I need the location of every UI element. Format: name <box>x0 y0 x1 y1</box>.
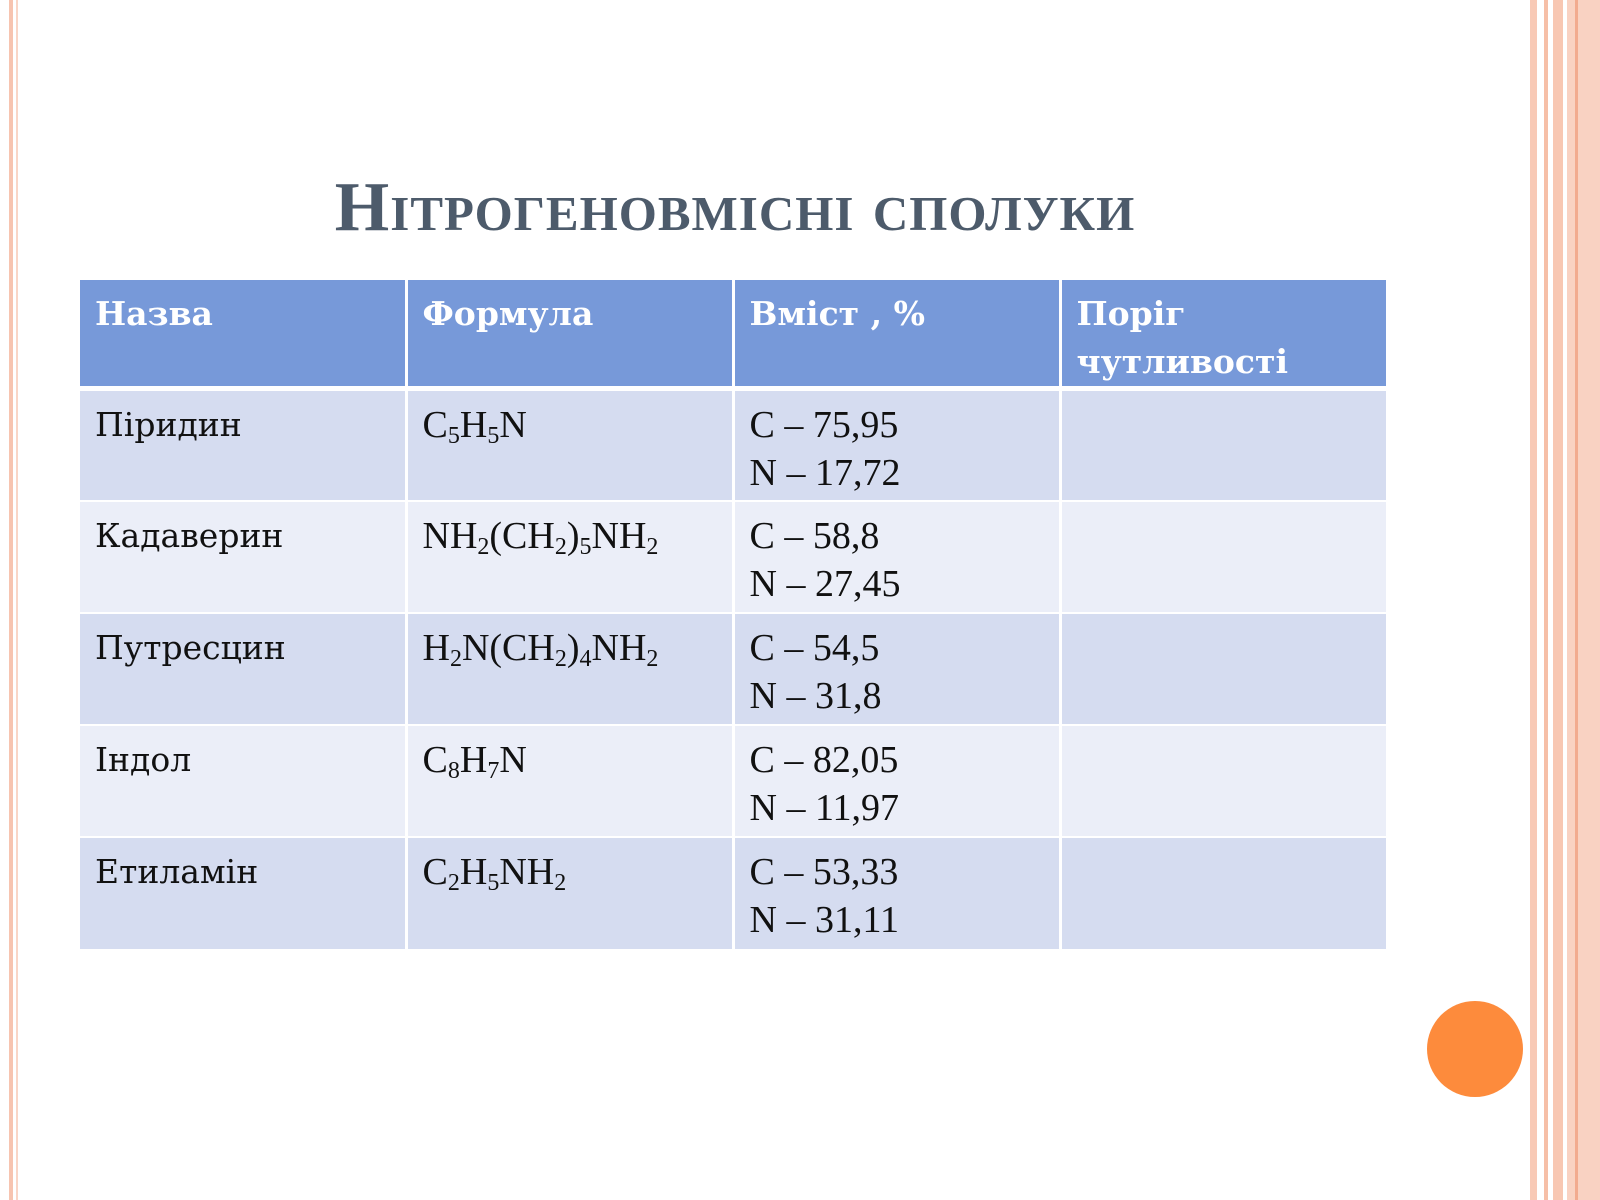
compound-content <box>733 837 1060 949</box>
right-border-stripe-dark <box>1575 0 1578 1200</box>
compound-threshold <box>1060 613 1386 725</box>
orange-circle-decoration <box>1427 1001 1523 1097</box>
formula-subscript: 5 <box>487 869 500 896</box>
compound-content <box>733 501 1060 613</box>
formula-text: C <box>422 404 448 446</box>
content-line: N – 11,97 <box>749 786 900 829</box>
right-border-stripe-1 <box>1530 0 1537 1200</box>
content-line: C – 53,33 <box>749 850 899 893</box>
compound-threshold <box>1060 389 1386 501</box>
header-formula: Формула <box>406 280 733 389</box>
table-row <box>80 389 1386 501</box>
formula-subscript: 4 <box>579 645 592 672</box>
table-row <box>80 613 1386 725</box>
compound-name: Кадаверин <box>80 501 406 613</box>
formula-subscript: 7 <box>487 757 500 784</box>
header-content: Вміст , % <box>733 280 1060 389</box>
content-line: N – 17,72 <box>749 452 901 494</box>
compound-formula <box>406 725 733 837</box>
compound-name: Піридин <box>80 389 406 501</box>
formula-text: C <box>422 850 448 893</box>
table-body <box>80 389 1386 949</box>
formula-subscript: 2 <box>554 645 567 672</box>
formula-text: (CH <box>489 514 555 557</box>
formula-text: NH <box>422 514 478 557</box>
compound-formula <box>406 389 733 501</box>
table-row <box>80 501 1386 613</box>
content-line: C – 54,5 <box>749 626 880 669</box>
table-header-row <box>80 280 1386 389</box>
formula-text: N <box>499 404 527 446</box>
formula-subscript: 2 <box>554 533 567 560</box>
table-row <box>80 837 1386 949</box>
slide-title: Нітрогеновмісні сполуки <box>334 169 1136 246</box>
formula-text: NH <box>591 626 647 669</box>
right-border-stripe-3 <box>1553 0 1563 1200</box>
formula-text: ) <box>566 514 580 557</box>
formula-text: NH <box>499 850 555 893</box>
formula-subscript: 5 <box>579 533 592 560</box>
formula-text: H <box>459 850 488 893</box>
right-border-band <box>1567 0 1600 1200</box>
compound-threshold <box>1060 501 1386 613</box>
compound-formula <box>406 501 733 613</box>
formula-text: N(CH <box>461 626 555 669</box>
formula-text: H <box>459 738 488 781</box>
compound-content <box>733 725 1060 837</box>
formula-text: ) <box>566 626 580 669</box>
compound-name: Етиламін <box>80 837 406 949</box>
compound-name: Путресцин <box>80 613 406 725</box>
formula-subscript: 2 <box>477 533 490 560</box>
formula-text: N <box>499 738 527 781</box>
content-line: C – 58,8 <box>749 514 880 557</box>
compounds-table <box>80 280 1386 949</box>
formula-subscript: 2 <box>449 645 462 672</box>
formula-text: C <box>422 738 448 781</box>
compound-content <box>733 613 1060 725</box>
formula-subscript: 5 <box>447 423 460 449</box>
formula-subscript: 5 <box>487 423 500 449</box>
header-name: Назва <box>80 280 406 389</box>
formula-subscript: 2 <box>554 869 567 896</box>
compound-content <box>733 389 1060 501</box>
formula-subscript: 2 <box>646 645 659 672</box>
compound-threshold <box>1060 725 1386 837</box>
table-row <box>80 725 1386 837</box>
content-line: N – 27,45 <box>749 562 901 605</box>
formula-subscript: 2 <box>646 533 659 560</box>
formula-subscript: 2 <box>447 869 460 896</box>
formula-subscript: 8 <box>447 757 460 784</box>
formula-text: H <box>422 626 450 669</box>
content-line: N – 31,11 <box>749 898 900 941</box>
formula-text: H <box>459 404 488 446</box>
right-border-stripe-2 <box>1544 0 1548 1200</box>
compound-formula <box>406 837 733 949</box>
content-line: C – 82,05 <box>749 738 899 781</box>
content-line: C – 75,95 <box>749 404 899 446</box>
compound-name: Індол <box>80 725 406 837</box>
formula-text: NH <box>591 514 647 557</box>
compound-formula <box>406 613 733 725</box>
content-line: N – 31,8 <box>749 674 882 717</box>
compound-threshold <box>1060 837 1386 949</box>
header-threshold: Поріг чутливості <box>1060 280 1386 389</box>
